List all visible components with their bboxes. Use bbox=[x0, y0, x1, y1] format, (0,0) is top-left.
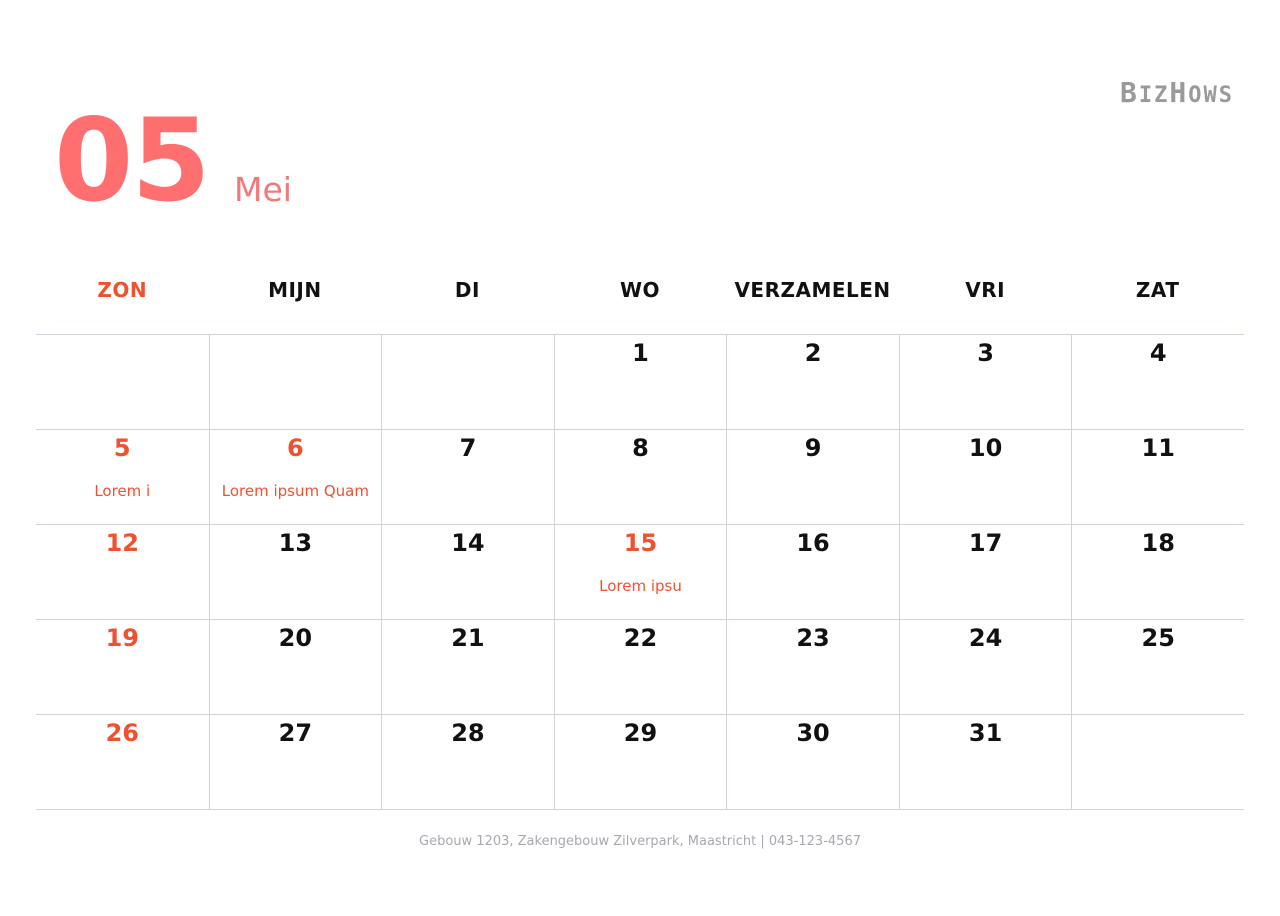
day-number: 1 bbox=[632, 339, 649, 367]
day-number: 7 bbox=[459, 434, 477, 462]
day-cell bbox=[381, 430, 554, 525]
day-number: 18 bbox=[1141, 529, 1175, 557]
day-cell bbox=[209, 335, 382, 430]
day-number: 17 bbox=[968, 529, 1003, 557]
month-name: Mei bbox=[234, 170, 292, 209]
month-number: 05 bbox=[54, 94, 209, 227]
day-cell bbox=[726, 430, 899, 525]
brand-logo bbox=[1120, 76, 1234, 109]
brand-letters-ows: OWS bbox=[1188, 83, 1234, 108]
day-number: 24 bbox=[968, 624, 1003, 652]
day-number: 14 bbox=[451, 529, 485, 557]
day-number: 23 bbox=[796, 624, 830, 652]
brand-letter-h: H bbox=[1169, 76, 1189, 109]
day-note: Lorem ipsu bbox=[599, 577, 682, 595]
day-number: 19 bbox=[105, 624, 139, 652]
weekday-saturday: ZAT bbox=[1135, 278, 1180, 302]
day-note: Lorem i bbox=[94, 482, 151, 500]
day-cell bbox=[899, 525, 1072, 620]
day-note: Lorem ipsum Quam bbox=[221, 482, 369, 500]
day-cell bbox=[381, 715, 554, 810]
day-number: 5 bbox=[113, 434, 131, 462]
day-cell bbox=[554, 430, 727, 525]
day-cell bbox=[1071, 525, 1244, 620]
day-number: 10 bbox=[968, 434, 1003, 462]
weekday-tuesday: DI bbox=[454, 278, 480, 302]
day-cell bbox=[554, 715, 727, 810]
day-cell bbox=[899, 430, 1072, 525]
brand-letters-iz: IZ bbox=[1138, 83, 1170, 108]
weekday-thursday: VERZAMELEN bbox=[734, 278, 891, 302]
day-cell bbox=[209, 430, 382, 525]
weekday-sunday: ZON bbox=[97, 278, 148, 302]
weekday-header bbox=[36, 278, 1244, 302]
day-cell bbox=[36, 620, 209, 715]
day-cell bbox=[209, 525, 382, 620]
day-cell bbox=[554, 525, 727, 620]
day-cell bbox=[1071, 620, 1244, 715]
day-number: 4 bbox=[1149, 339, 1167, 367]
day-cell bbox=[36, 430, 209, 525]
weekday-friday: VRI bbox=[965, 278, 1006, 302]
day-cell bbox=[36, 335, 209, 430]
day-cell bbox=[381, 525, 554, 620]
day-cell bbox=[1071, 430, 1244, 525]
day-number: 26 bbox=[105, 719, 139, 747]
day-number: 25 bbox=[1141, 624, 1175, 652]
day-number: 9 bbox=[804, 434, 822, 462]
day-number: 13 bbox=[278, 529, 313, 557]
day-number: 12 bbox=[105, 529, 139, 557]
day-cell bbox=[381, 335, 554, 430]
day-cell bbox=[726, 620, 899, 715]
day-number: 2 bbox=[804, 339, 822, 367]
day-number: 29 bbox=[623, 719, 658, 747]
day-cell bbox=[36, 715, 209, 810]
weekday-monday: MIJN bbox=[268, 278, 322, 302]
day-number: 3 bbox=[977, 339, 994, 367]
day-number: 22 bbox=[623, 624, 658, 652]
day-number: 15 bbox=[623, 529, 658, 557]
day-number: 8 bbox=[632, 434, 649, 462]
day-cell bbox=[1071, 335, 1244, 430]
day-cell bbox=[726, 715, 899, 810]
day-cell bbox=[209, 715, 382, 810]
day-number: 27 bbox=[278, 719, 313, 747]
day-cell bbox=[726, 335, 899, 430]
day-cell bbox=[381, 620, 554, 715]
day-cell bbox=[726, 525, 899, 620]
day-cell bbox=[899, 620, 1072, 715]
day-number: 16 bbox=[796, 529, 830, 557]
day-number: 11 bbox=[1141, 434, 1175, 462]
day-cell bbox=[554, 620, 727, 715]
day-number: 6 bbox=[287, 434, 304, 462]
day-cell bbox=[899, 335, 1072, 430]
day-number: 21 bbox=[451, 624, 485, 652]
day-number: 31 bbox=[968, 719, 1003, 747]
day-cell bbox=[36, 525, 209, 620]
day-number: 20 bbox=[278, 624, 313, 652]
weekday-wednesday: WO bbox=[619, 278, 661, 302]
footer-address: Gebouw 1203, Zakengebouw Zilverpark, Maastricht | 043-123-4567 bbox=[419, 834, 861, 849]
day-cell bbox=[554, 335, 727, 430]
brand-letter-b: B bbox=[1120, 76, 1139, 109]
day-cell bbox=[899, 715, 1072, 810]
day-cell bbox=[1071, 715, 1244, 810]
day-number: 30 bbox=[796, 719, 830, 747]
day-number: 28 bbox=[451, 719, 485, 747]
day-cell bbox=[209, 620, 382, 715]
calendar-grid bbox=[36, 334, 1244, 810]
